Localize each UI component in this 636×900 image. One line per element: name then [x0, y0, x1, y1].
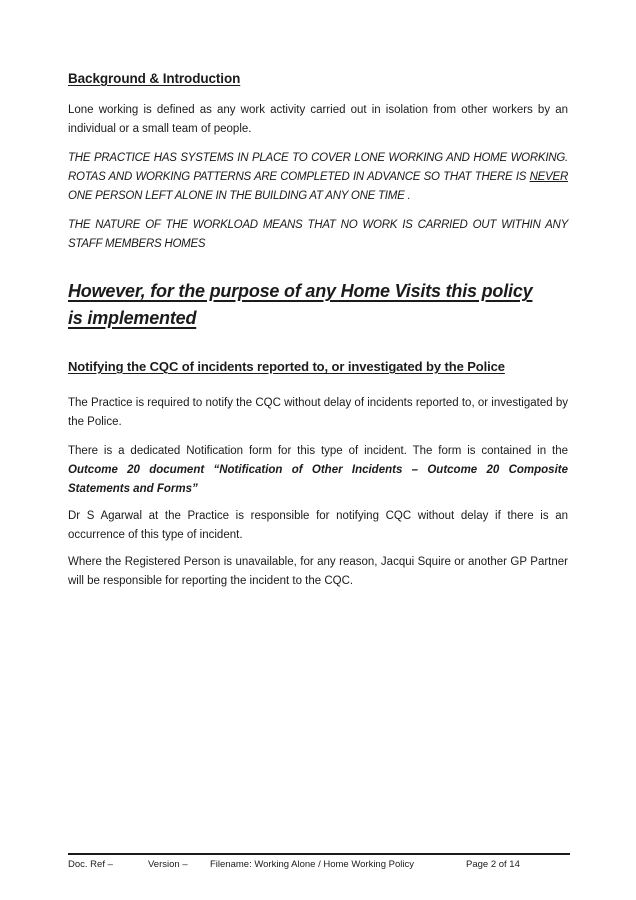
footer-doc-ref: Doc. Ref –	[68, 859, 113, 870]
text-run-form-normal: There is a dedicated Notification form for this type of incident. The form is contained in the	[68, 445, 568, 457]
main-heading-line-2: is implemented	[68, 308, 197, 328]
paragraph-lone-working-definition: Lone working is defined as any work activity carried out in isolation from other workers by an individual or a small team of people.	[68, 104, 568, 135]
footer-page-number: Page 2 of 14	[466, 859, 520, 870]
page-footer	[68, 853, 570, 871]
section-heading-notifying-cqc: Notifying the CQC of incidents reported to, or investigated by the Police	[68, 359, 505, 374]
paragraph-registered-person-unavailable: Where the Registered Person is unavailable, for any reason, Jacqui Squire or another GP Partner will be responsible for reporting the incident to the CQC.	[68, 556, 568, 587]
paragraph-practice-systems	[68, 149, 568, 206]
footer-version: Version –	[148, 859, 188, 870]
paragraph-nature-of-workload: THE NATURE OF THE WORKLOAD MEANS THAT NO WORK IS CARRIED OUT WITHIN ANY STAFF MEMBERS HOMES	[68, 219, 568, 250]
text-run-outcome-20-bold-italic: Outcome 20 document “Notification of Other Incidents – Outcome 20 Composite Statements and Forms”	[68, 464, 568, 495]
text-run-after-never: ONE PERSON LEFT ALONE IN THE BUILDING AT ANY ONE TIME .	[68, 190, 411, 202]
main-heading-home-visits-policy	[68, 278, 568, 332]
paragraph-dr-agarwal-responsible: Dr S Agarwal at the Practice is responsible for notifying CQC without delay if there is an occurrence of this type of incident.	[68, 510, 568, 541]
paragraph-practice-required-to-notify: The Practice is required to notify the CQC without delay of incidents reported to, or investigated by the Police.	[68, 397, 568, 428]
footer-text-row	[68, 855, 570, 871]
text-run-before-never: THE PRACTICE HAS SYSTEMS IN PLACE TO COVER LONE WORKING AND HOME WORKING. ROTAS AND WORKING PATTERNS ARE COMPLETED IN ADVANCE SO THAT THERE IS	[68, 152, 568, 183]
section-heading-background-introduction: Background & Introduction	[68, 71, 241, 86]
main-heading-line-1: However, for the purpose of any Home Visits this policy	[68, 281, 533, 301]
footer-filename: Filename: Working Alone / Home Working Policy	[210, 859, 414, 870]
text-run-underlined-never: NEVER	[529, 171, 568, 183]
paragraph-notification-form	[68, 442, 568, 499]
